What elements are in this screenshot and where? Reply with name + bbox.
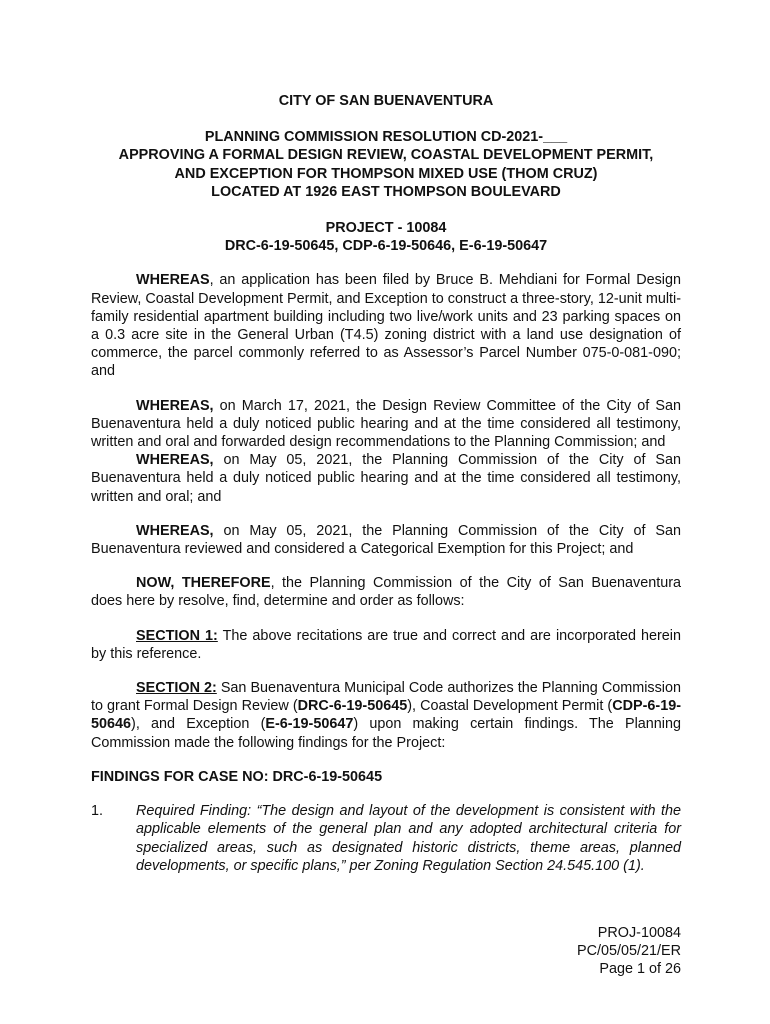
section-1-paragraph [91, 627, 681, 663]
section-2-text: San Buenaventura Municipal Code authorizes the Planning Commission to grant Formal Design Review ( [91, 680, 681, 715]
now-therefore-lead: NOW, THEREFORE [136, 575, 271, 592]
exception-case-number: E-6-19-50647 [265, 716, 354, 733]
whereas-lead: WHEREAS, [136, 397, 214, 414]
finding-number: 1. [91, 803, 104, 820]
footer-meeting-code: PC/05/05/21/ER [577, 943, 681, 960]
city-title: CITY OF SAN BUENAVENTURA [278, 93, 494, 109]
document-body [91, 92, 681, 875]
project-number: PROJECT - 10084 [325, 220, 447, 237]
cdp-case-number: CDP-6-19-50646 [91, 698, 681, 733]
case-numbers: DRC-6-19-50645, CDP-6-19-50646, E-6-19-50647 [224, 238, 548, 255]
whereas-text: , an application has been filed by Bruce B. Mehdiani for Formal Design Review, Coastal Development Permit, and Exception to construct a three-story, 12-unit multi-family residential apartment building including two live/work units and 23 parking spaces on a 0.3 acre site in the General Urban (T4.5) zoning district with a land use designation of commerce, the parcel commonly referred to as Assessor’s Parcel Number 075-0-081-090; and [91, 272, 682, 380]
drc-case-number: DRC-6-19-50645 [297, 698, 408, 715]
now-therefore-text: , the Planning Commission of the City of San Buenaventura does here by resolve, find, determine and order as follows: [91, 575, 681, 610]
whereas-lead: WHEREAS [136, 272, 210, 289]
finding-text: Required Finding: “The design and layout of the development is consistent with the applicable elements of the general plan and any adopted architectural criteria for specialized areas, such as designated historic districts, theme areas, planned developments, or specific plans,” per Zoning Regulation Section 24.545.100 (1). [136, 803, 681, 874]
section-2-paragraph [91, 679, 681, 752]
section-1-label: SECTION 1: [136, 627, 218, 644]
whereas-text: on March 17, 2021, the Design Review Committee of the City of San Buenaventura held a duly noticed public hearing and at the time considered all testimony, written and oral and forwarded design recommendations to the Planning Commission; and [91, 397, 681, 451]
whereas-text: on May 05, 2021, the Planning Commission of the City of San Buenaventura held a duly noticed public hearing and at the time considered all testimony, written and oral; and [91, 452, 681, 505]
project-info [91, 219, 681, 255]
whereas-lead: WHEREAS, [136, 522, 214, 539]
page-footer [577, 924, 681, 979]
whereas-paragraph-1 [91, 271, 681, 380]
section-2-label: SECTION 2: [136, 680, 217, 697]
whereas-paragraph-3 [91, 451, 681, 506]
resolution-line: APPROVING A FORMAL DESIGN REVIEW, COASTAL DEVELOPMENT PERMIT, [118, 147, 654, 164]
whereas-text: on May 05, 2021, the Planning Commission of the City of San Buenaventura reviewed and considered a Categorical Exemption for this Project; and [91, 522, 681, 558]
resolution-line: PLANNING COMMISSION RESOLUTION CD-2021-___ [204, 129, 568, 146]
page-number: Page 1 of 26 [599, 961, 681, 978]
finding-item [91, 802, 681, 875]
whereas-paragraph-2 [91, 397, 681, 452]
whereas-paragraph-4 [91, 522, 681, 558]
resolution-line: LOCATED AT 1926 EAST THOMPSON BOULEVARD [211, 183, 561, 200]
resolution-title [91, 128, 681, 201]
section-2-text: ), and Exception ( [131, 716, 266, 733]
footer-project-id: PROJ-10084 [597, 925, 681, 941]
findings-heading: FINDINGS FOR CASE NO: DRC-6-19-50645 [91, 768, 383, 785]
section-2-text: ) upon making certain findings. The Planning Commission made the following findings for the Project: [91, 716, 681, 751]
whereas-lead: WHEREAS, [136, 452, 214, 469]
section-1-text: The above recitations are true and correct and are incorporated herein by this reference. [91, 627, 681, 662]
section-2-text: ), Coastal Development Permit ( [407, 698, 613, 715]
now-therefore-paragraph [91, 574, 681, 610]
resolution-line: AND EXCEPTION FOR THOMPSON MIXED USE (THOM CRUZ) [174, 165, 598, 182]
